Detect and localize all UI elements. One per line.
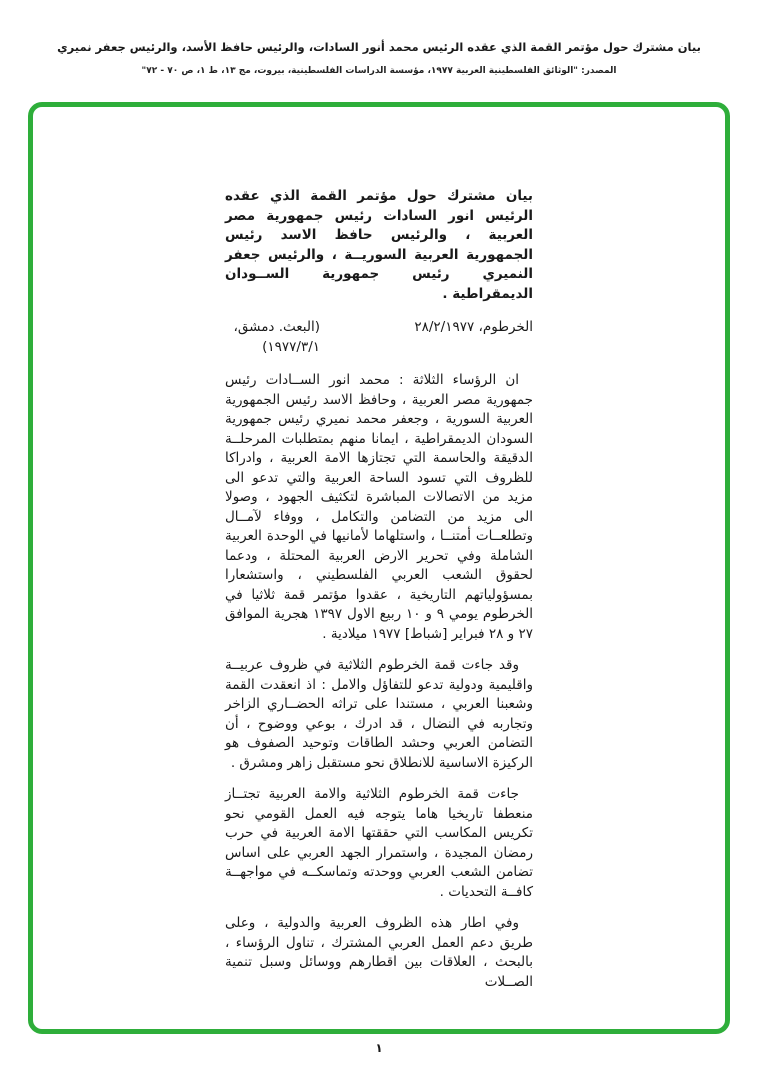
paragraph: وفي اطار هذه الظروف العربية والدولية ، وعلى طريق دعم العمل العربي المشترك ، تناول الرؤساء ، بالبحث ، العلاقات بين اقطارهم ووسائل وسبل تنمية الصــلات bbox=[225, 915, 533, 990]
paragraph: وقد جاءت قمة الخرطوم الثلاثية في ظروف عربيــة واقليمية ودولية تدعو للتفاؤل والامل : اذ انعقدت القمة وشعبنا العربي ، مستندا على تراثه الحضــاري الزاخر وتجاربه في النضال ، قد ادرك ، بوعي ووضوح ، أن التضامن العربي وحشد الطاقات وتوحيد الصفوف هو الركيزة الاساسية للانطلاق نحو مستقبل زاهر ومشرق . bbox=[225, 657, 533, 771]
dateline bbox=[225, 318, 533, 357]
document-paragraphs bbox=[225, 371, 533, 992]
header-title: بيان مشترك حول مؤتمر القمة الذي عقده الرئيس محمد أنور السادات، والرئيس حافظ الأسد، والرئيس جعفر نميري bbox=[57, 40, 701, 54]
dateline-publication-note: (البعث. دمشق، ١٩٧٧/٣/١) bbox=[233, 319, 320, 355]
document-frame bbox=[28, 102, 730, 1034]
source-citation: المصدر: "الوثائق الفلسطينية العربية ١٩٧٧، مؤسسة الدراسات الفلسطينية، بيروت، مج ١٣، ط ١، ص ٧٠ - ٧٢" bbox=[141, 66, 617, 76]
paragraph: جاءت قمة الخرطوم الثلاثية والامة العربية تجتــاز منعطفا تاريخيا هاما يتوجه فيه العمل القومي نحو تكريس المكاسب التي حققتها الامة العربية في حرب رمضان المجيدة ، واستمرار الجهد العربي على اساس تضامن الشعب العربي ووحدته وتماسكــه في مواجهــة كافــة التحديات . bbox=[225, 786, 533, 900]
paragraph: ان الرؤساء الثلاثة : محمد انور الســادات رئيس جمهورية مصر العربية ، وحافظ الاسد رئيس الجمهورية العربية السورية ، وجعفر محمد نميري رئيس جمهورية السودان الديمقراطية ، ايمانا منهم بمتطلبات المرحلــة الدقيقة والحاسمة التي تجتازها الامة العربية ، وادراكا للظروف التي تسود الساحة العربية والتي تدعو الى مزيد من الاتصالات المباشرة لتكثيف الجهود ، وصولا الى مزيد من التضامن والتكامل ، ووفاء لآمــال وتطلعــات أمتنــا ، واستلهاما لأمانيها في الوحدة العربية الشاملة وفي تحرير الارض العربية المحتلة ، ودعما لحقوق الشعب العربي الفلسطيني ، واستشعارا بمسؤولياتهم التاريخية ، عقدوا مؤتمر قمة ثلاثيا في الخرطوم يومي ٩ و ١٠ ربيع الاول ١٣٩٧ هجرية الموافق ٢٧ و ٢٨ فبراير [شباط] ١٩٧٧ ميلادية . bbox=[225, 372, 534, 642]
page-number: ١ bbox=[375, 1041, 383, 1055]
document-body bbox=[225, 187, 533, 992]
dateline-place-date: الخرطوم، ٢٨/٢/١٩٧٧ bbox=[414, 319, 533, 335]
document-title: بيان مشترك حول مؤتمر القمة الذي عقده الرئيس انور السادات رئيس جمهورية مصر العربية ، والرئيس حافظ الاسد رئيس الجمهورية العربية السوريــة ، والرئيس جعفر النميري رئيس جمهورية الســودان الديمقراطية . bbox=[225, 188, 533, 302]
